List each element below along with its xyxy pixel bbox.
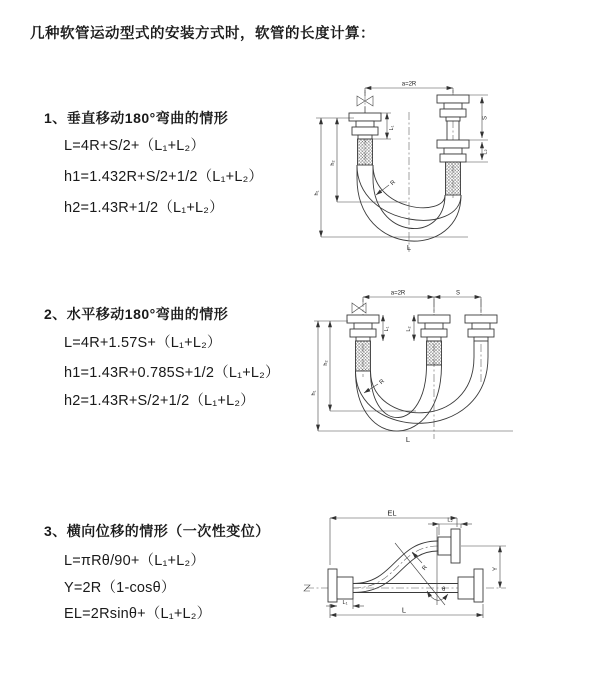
- dim-label-s: S: [455, 290, 461, 297]
- section-1-heading: 1、垂直移动180°弯曲的情形: [44, 110, 229, 126]
- section-3-heading: 3、横向位移的情形（一次性变位）: [44, 523, 270, 539]
- formula: L=4R+1.57S+（L₁+L₂）: [64, 335, 222, 351]
- right-flange-displaced: [438, 529, 460, 563]
- braided-hose-section: [427, 341, 442, 365]
- dim-a2r-s: [363, 291, 481, 314]
- formula: h1=1.432R+S/2+1/2（L₁+L₂）: [64, 169, 264, 185]
- dim-r: [376, 179, 397, 195]
- formula: Y=2R（1-cosθ）: [64, 580, 176, 596]
- section-2-heading: 2、水平移动180°弯曲的情形: [44, 306, 229, 322]
- page-title: 几种软管运动型式的安装方式时，软管的长度计算：: [30, 26, 375, 42]
- formula: EL=2Rsinθ+（L₁+L₂）: [64, 606, 212, 622]
- dim-label-h1: h₁: [314, 190, 320, 196]
- left-flange: [328, 569, 353, 602]
- middle-fitting: [418, 315, 450, 365]
- dim-label-l: L: [405, 435, 411, 444]
- dim-label-h2: h₂: [330, 160, 336, 166]
- dim-label-l1: L₁: [384, 326, 390, 332]
- dim-l2: [428, 518, 472, 536]
- braided-hose-section: [356, 341, 371, 371]
- dim-s: [466, 95, 489, 162]
- dim-label-l: L: [406, 243, 412, 252]
- dim-label-el: EL: [387, 508, 397, 518]
- diagram-lateral-displacement: [300, 505, 600, 650]
- dim-label-l2: L₂: [482, 149, 489, 155]
- formula: h2=1.43R+S/2+1/2（L₁+L₂）: [64, 393, 255, 409]
- braided-hose-section: [446, 162, 461, 195]
- valve-icon: [357, 90, 373, 113]
- dim-label-r: R: [389, 179, 397, 187]
- dim-label-l1: L₁: [342, 600, 348, 606]
- dim-label-l1: L₁: [389, 125, 395, 131]
- dim-label-a2r: a=2R: [390, 290, 406, 297]
- dim-label-l: L: [401, 605, 407, 615]
- dim-label-h2: h₂: [323, 360, 329, 366]
- formula: L=4R+S/2+（L₁+L₂）: [64, 138, 206, 154]
- dim-label-s: S: [482, 115, 489, 121]
- right-fitting: [437, 95, 469, 195]
- dim-label-r: R: [378, 378, 386, 386]
- dim-a2r: [365, 82, 453, 94]
- valve-icon: [352, 303, 366, 313]
- dim-h: [314, 118, 468, 237]
- dim-label-l2: L₂: [447, 517, 453, 524]
- dim-label-l2: L₂: [406, 326, 412, 332]
- dim-label-a2r: a=2R: [401, 81, 417, 88]
- formula: h1=1.43R+0.785S+1/2（L₁+L₂）: [64, 365, 280, 381]
- formula: h2=1.43R+1/2（L₁+L₂）: [64, 200, 224, 216]
- diagram-horizontal-180-bend: [308, 283, 598, 458]
- left-fitting: [347, 315, 379, 371]
- braided-hose-section: [358, 139, 373, 165]
- right-flange-straight: [458, 569, 483, 602]
- dim-l1: [383, 315, 390, 341]
- dim-label-r: R: [421, 564, 429, 572]
- dim-l2: [406, 315, 414, 341]
- dim-label-y: Y: [493, 566, 499, 572]
- diagram-vertical-180-bend: [308, 68, 598, 263]
- dim-label-h1: h₁: [311, 390, 317, 396]
- dim-label-theta: θ: [442, 587, 446, 593]
- formula: L=πRθ/90+（L₁+L₂）: [64, 553, 206, 569]
- hose-u-bend: [356, 357, 489, 431]
